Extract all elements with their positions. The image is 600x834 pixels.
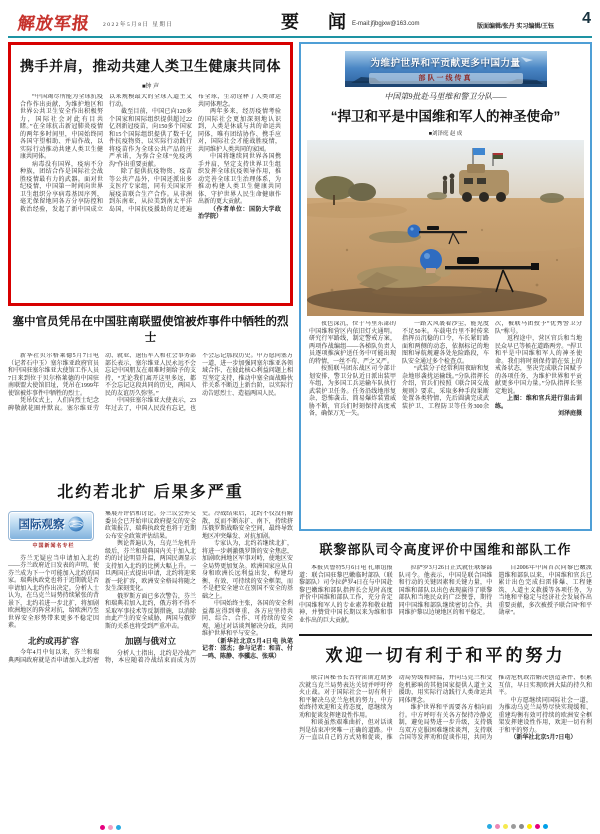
nato-body — [8, 511, 293, 791]
unifil-headline: 联黎部队司令高度评价中国维和部队工作 — [319, 542, 572, 557]
globe-icon — [68, 516, 84, 536]
lead-paragraphs: “中国竭尽所能为全球抗疫合作作出贡献，为维护地区和世界公共卫生安全作出积极努力，国际社会对此有目共睹。”在全球抗击新冠肺炎疫情的两年多时间里，中国始终同各国守望相助、并肩作战，以实际行动推动共建人类卫生健康共同体。 病毒没有国界，疫病不分种族，团结合作是国际社会战胜疫情最有力的武器。面对世纪疫情，中国第一时间向世界卫生组织分享病毒基因序列，毫无保留地同各方分享防控和救治经验，发起了新中国成立以来规模最大的全球人道主义行动。 截至目前，中国已向120多个国家和国际组织提供超过22亿剂新冠疫苗，向150多个国家和15个国际组织提供了数千亿件抗疫物资，以实际行动践行将疫苗作为全球公共产品的庄严承诺，为弥合全球“免疫鸿沟”作出重要贡献。 除了提供抗疫物资、疫苗等公共产品外，中国还派出多支医疗专家组，同有关国家开展疫苗联合生产合作。从非洲到东南亚，从拉美到南太平洋岛国，中国抗疫援助的足迹遍布全球，生动诠释了人类命运共同体理念。 两年多来，经历疫情考验的国际社会更加深刻地认识到，人类是休戚与共的命运共同体，唯有团结协作、携手应对，国际社会才能战胜疫情，共同维护人类共同的家园。 中国将继续同世界各国携手并肩，坚定支持世界卫生组织发挥全球抗疫领导作用，推动完善全球卫生治理体系，为推动构建人类卫生健康共同体、守护世界人民生命健康作出新的更大贡献。 — [20, 94, 281, 213]
nato-intro: 芬兰无疑应当申请加入北约——芬兰政府近日发表的声明，使芬兰成为下一个可能加入北约的国家。瑞典执政党也将于近期就是否申请加入北约作出决定。分析人士认为，在乌克兰局势持续紧张的背景下，北约若进一步北扩，将加剧欧洲地区的阵营对抗，给欧洲乃至世界安全形势带来更多不稳定因素。 — [8, 555, 99, 629]
unifil-paragraphs: 本报贝鲁特5月6日电 孔康谊报道：联合国驻黎巴嫩临时部队（联黎部队）司令拉萨罗4日在与中国赴黎巴嫩维和部队指挥长会见时高度评价中国维和部队工作，充分肯定中国维和军人的专业素养和敬业精神，并赞赏中国长期以来为维和事业作出的巨大贡献。 拉萨罗3月26日正式就任联黎部队司令。他表示，中国是联合国维和行动的关键因素和关键力量，中国维和部队以出色表现赢得了联黎部队和当地民众的广泛赞誉，期待同中国维和部队继续密切合作，共同维护黎以边境地区的和平稳定。 自2006年中国首次向黎巴嫩派遣维和部队以来，中国维和官兵已累计出色完成扫雷排爆、工程建筑、人道主义救援等各项任务，为当地和平稳定与经济社会发展作出重要贡献，多次被授予联合国“和平勋章”。 — [299, 565, 592, 624]
nato-subhead-2: 加剧与俄对立 — [124, 636, 176, 646]
column-banner — [345, 51, 547, 87]
masthead — [0, 8, 600, 36]
newspaper-logo: 解放军报 — [16, 14, 91, 33]
nato-article — [8, 479, 293, 813]
peace-body — [299, 675, 592, 809]
badge-subtitle: 中国新闻名专栏 — [32, 544, 75, 549]
lead-attribution: （作者单位：国防大学政治学院） — [198, 206, 281, 220]
lead-body — [20, 94, 281, 286]
intl-observer-badge — [8, 511, 99, 551]
pk-body — [309, 321, 582, 517]
lead-byline: ■钟 声 — [141, 84, 160, 90]
pk-kicker: 中国第9批赴马里维和警卫分队—— — [384, 92, 507, 101]
masthead-email: E-mail:jfjbgjxw@163.com — [352, 21, 420, 27]
nato-headline: 北约若北扩 后果多严重 — [57, 484, 244, 501]
page-number: 4 — [582, 10, 591, 27]
registration-dots-right — [487, 816, 551, 822]
masthead-editors: 版面编辑/张丹 实习编辑/王钰 — [477, 24, 555, 30]
pk-paragraphs: 夜色深沉，位于马里东部的中国维和营区内依旧灯火通明。研究行军路线，制定警戒方案，两项作战编组——各梯队负责人员逐项推演护送任务中可能出现的特情，一丝不苟、严之又严。 按照联马团东战区司令部计划安排，警卫分队近日派出装甲车组，为多国工兵运输车队执行武装护卫任务。任务沿线地形复杂，恐怖袭击、简易爆炸装置威胁不断，官兵们时刻保持高度戒备，确保万无一失。 一路大风裹着沙尘，能见度不足50米。车载电台里不时传来指挥员沉稳的口令，车长紧盯路面和两侧的动态，依据标记的地图和导航规避各处危险路段，车队安全通过多个检查点。 “武装分子经常利用夜暗和复杂地形袭扰运输线。”分队指挥长介绍，官兵们按照《联合国交战规则》要求，采取多种手段果断处置各类特情，先后圆满完成武装护卫、工程防卫等任务300余次，被联马团授予“优秀警卫分队”称号。 返程途中，营区官兵和当地民众早已等候在道路两旁。“捍卫和平是中国维和军人的神圣使命。我们将时刻保持箭在弦上的戒备状态，坚决完成联合国赋予的各项任务，为维护世界和平贡献更多中国力量。”分队指挥长坚定地说。 — [309, 321, 582, 417]
nato-section-2: 分析人士指出，北约是冷战产物，本应随着冷战结束而成为历史。冷战结束后，北约不仅没有解散，反而不断东扩、南下，持续挤压俄罗斯战略安全空间，最终导致地区冲突爆发、对抗加剧。 专家认为，北约若继续北扩，将进一步刺激俄罗斯的安全焦虑，加剧欧洲地区军事对峙，使地区安全局势更加复杂。欧洲国家应从自身和欧洲长远利益出发，构建均衡、有效、可持续的安全框架，而不是把安全建立在别国不安全的基础之上。 中国始终主张，各国的安全利益都应得到尊重，各方应坚持共同、综合、合作、可持续的安全观，通过对话谈判解决分歧，共同维护世界和平与安全。 — [105, 511, 293, 664]
peace-headline: 欢迎一切有利于和平的努力 — [325, 646, 566, 665]
peacekeeping-article — [299, 42, 592, 531]
peace-paragraphs: 联合国秘书长古特雷斯近期多次就乌克兰局势表达关切并呼吁停火止战。对于国际社会一切有利于和平解决乌克兰危机的努力，中方始终持欢迎和支持态度，愿继续为劝和促谈发挥建设性作用。 和谈虽然艰难曲折，但对话谈判是结束冲突唯一正确的道路。中方一直以自己的方式劝和促谈，推动局势缓和降温，并向乌克兰和受危机影响的其他国家提供人道主义援助，用实际行动践行人类命运共同体理念。 维护世界和平需要各方相向而行。中方呼吁有关各方保持冷静克制，避免局势进一步升级，支持俄乌双方克服困难继续谈判，支持联合国等发挥劝和促谈作用，共同为推动危机政治解决创造条件、积累互信，早日实现欧洲大陆的持久和平。 中方愿继续同国际社会一道，为推动乌克兰局势尽快实现缓和、重建均衡有效可持续的欧洲安全框架发挥建设性作用，欢迎一切有利于和平的努力。 — [299, 675, 592, 741]
nato-section-1: 今年4月中旬以来，芬兰和瑞典两国政府就是否申请加入北约密集展开评估和讨论。芬兰议会外交委员会已开始审议政府提交的安全政策报告，瑞典执政党也将于近期公布安全政策评估结果。 舆论普遍认为，乌克兰危机升级后，芬兰和瑞典国内关于加入北约的讨论明显升温，两国民调显示支持加入北约的比例大幅上升。一旦两国正式提出申请，北约将迎来新一轮扩容，欧洲安全格局将随之发生深刻变化。 俄罗斯方面已多次警告，芬兰和瑞典若加入北约，俄方将不得不采取军事技术等反制措施，以消除由此产生的安全威胁，两国与俄罗斯的关系也将受到严重冲击。 — [8, 511, 196, 664]
section-title: 要 闻 — [281, 12, 359, 32]
lead-headline: 携手并肩，推动共建人类卫生健康共同体 — [20, 58, 281, 74]
memorial-paragraphs: 新华社贝尔格莱德5月7日电（记者石中玉）塞尔维亚政府官员和中国驻塞尔维亚大使馆工作人员7日来到位于贝尔格莱德的中国驻南联盟大使馆旧址，凭吊在1999年使馆被炸事件中牺牲的烈士。 凭吊仪式上，人们向烈士纪念碑敬献花圈并默哀。塞尔维亚劳动、就业、退伍军人和社会事务部部长表示，塞尔维亚人民永远不会忘记中国朋友在艰难时刻给予的支持，“无论我们离开这里多远，都不会忘记这段共同的历史，两国人民的友谊历久弥坚。” 中国驻塞尔维亚大使表示，23年过去了，中国人民没有忘记，也不会忘记那段历史。中方愿同塞方一道，进一步加强同塞尔维亚各领域合作，在彼此核心利益问题上相互坚定支持，推动中塞全面战略伙伴关系不断迈上新台阶，以实际行动告慰烈士、造福两国人民。 — [8, 353, 293, 412]
pk-byline: ■刘泽庭 赵 成 — [428, 131, 463, 137]
unifil-article — [299, 539, 592, 631]
lead-article — [8, 42, 293, 306]
nato-signoff: （新华社北京5月4日电 执笔记者：邵杰；参与记者：和苗、付一鸣、陈静、李骥志、张琪） — [202, 638, 293, 660]
masthead-date: 2022年5月8日 星期日 — [103, 22, 174, 28]
registration-dots-left — [100, 817, 124, 823]
memorial-article — [8, 313, 293, 475]
masthead-rule — [8, 36, 592, 38]
memorial-headline: 塞中官员凭吊在中国驻南联盟使馆被炸事件中牺牲的烈士 — [12, 316, 289, 344]
unifil-body — [299, 565, 592, 629]
pk-headline: “捍卫和平是中国维和军人的神圣使命” — [330, 109, 561, 124]
peace-article — [299, 641, 592, 817]
peacekeeping-photo — [307, 140, 584, 316]
banner-subtitle: 部队一线传真 — [418, 74, 473, 82]
nato-subhead-1: 北约或再扩容 — [27, 635, 79, 646]
photo-credit: 刘泽庭摄 — [557, 411, 582, 417]
memorial-body — [8, 353, 293, 471]
section-divider-rule — [299, 634, 592, 636]
badge-title: 国际观察 — [18, 519, 65, 532]
peace-signoff: （新华社北京5月7日电） — [510, 735, 577, 741]
banner-title: 为维护世界和平贡献更多中国力量 — [370, 58, 521, 69]
photo-caption: 上图：维和官兵进行狙击训练。 — [495, 396, 582, 410]
